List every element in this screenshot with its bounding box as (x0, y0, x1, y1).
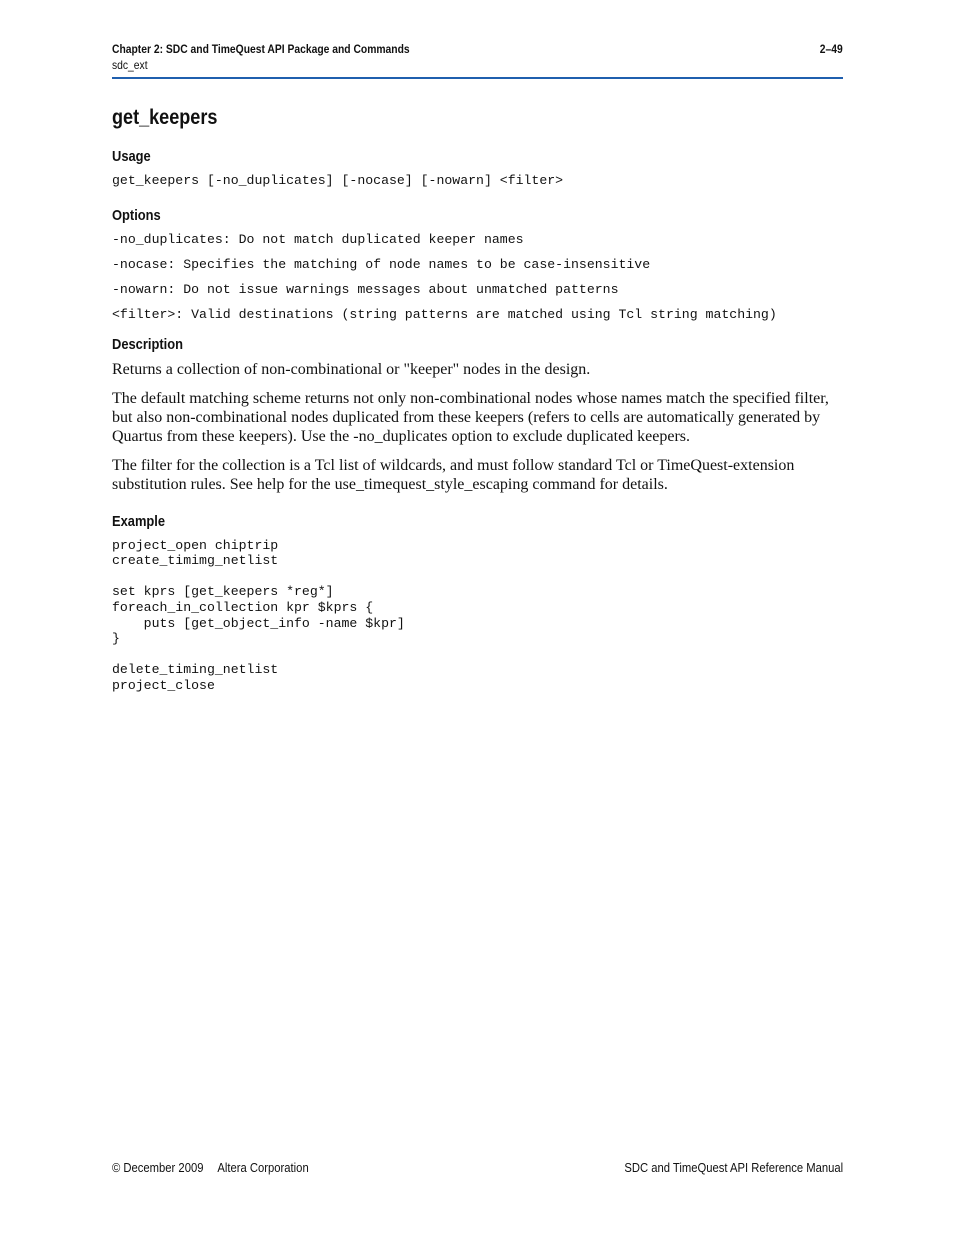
option-no-duplicates: -no_duplicates: Do not match duplicated keeper names (112, 231, 524, 247)
option-nocase: -nocase: Specifies the matching of node names to be case-insensitive (112, 256, 651, 272)
footer-manual-title: SDC and TimeQuest API Reference Manual (624, 1161, 843, 1175)
description-paragraph: The default matching scheme returns not only non-combinational nodes whose names match the specified filter, but also non-combinational nodes duplicated from these keepers (refers to cells are automatically generated by Quartus from these keepers). Use the -no_duplicates option to exclude duplicated keepers. (112, 389, 829, 446)
description-paragraph: The filter for the collection is a Tcl list of wildcards, and must follow standard Tcl or TimeQuest-extension substitution rules. See help for the use_timequest_style_escaping command for details. (112, 456, 795, 494)
example-heading: Example (112, 512, 166, 530)
chapter-title: Chapter 2: SDC and TimeQuest API Package and Commands (112, 42, 410, 56)
option-nowarn: -nowarn: Do not issue warnings messages about unmatched patterns (112, 281, 619, 297)
page-number: 2–49 (820, 42, 843, 56)
description-heading: Description (112, 336, 183, 354)
subsection-label: sdc_ext (112, 58, 148, 72)
header-rule (112, 77, 843, 79)
footer-date: © December 2009 (112, 1161, 204, 1175)
options-heading: Options (112, 206, 161, 224)
page-title: get_keepers (112, 106, 218, 129)
description-paragraph: Returns a collection of non-combinational or "keeper" nodes in the design. (112, 361, 591, 379)
example-code: project_open chiptrip create_timimg_netlist set kprs [get_keepers *reg*] foreach_in_collection kpr $kprs { puts [get_object_info -name $kpr] } delete_timing_netlist project_close (112, 537, 405, 693)
option-filter: <filter>: Valid destinations (string patterns are matched using Tcl string matching) (112, 306, 777, 322)
footer-company: Altera Corporation (217, 1161, 309, 1175)
running-footer (112, 1161, 843, 1175)
usage-heading: Usage (112, 148, 151, 165)
usage-syntax: get_keepers [-no_duplicates] [-nocase] [-nowarn] <filter> (112, 173, 564, 188)
running-header (112, 42, 843, 74)
page-content (112, 104, 843, 694)
